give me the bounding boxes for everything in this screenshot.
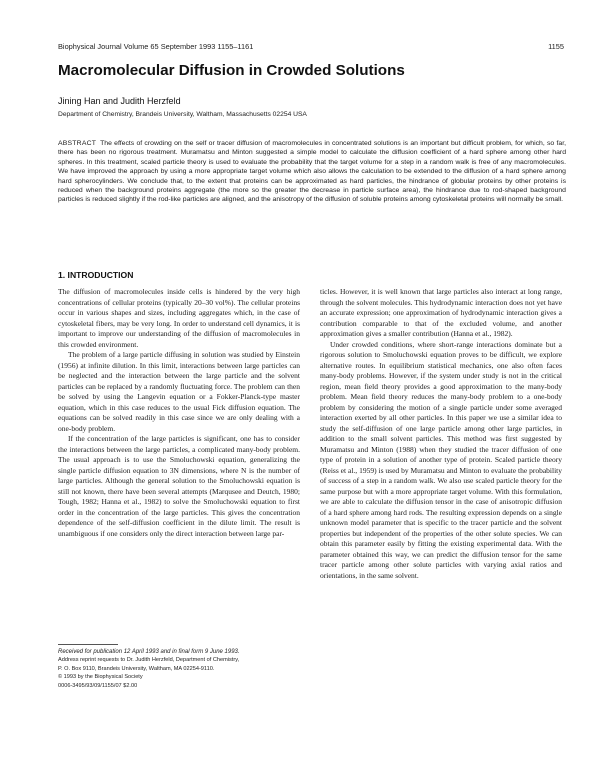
abstract-label: ABSTRACT (58, 140, 97, 147)
received-date: Received for publication 12 April 1993 and in final form 9 June 1993. (58, 649, 240, 655)
author-affiliation: Department of Chemistry, Brandeis University, Waltham, Massachusetts 02254 USA (58, 111, 307, 118)
paragraph: ticles. However, it is well known that large particles also interact at long range, through the solvent molecules. This hydrodynamic interaction does not yet have an accurate expression; one approximation of hydrodynamic interaction gives a contribution comparable to that of the excluded volume, and another approximation gives a smaller contribution (Hanna et al., 1982). (320, 287, 562, 338)
paragraph: The problem of a large particle diffusing in solution was studied by Einstein (1956) at infinite dilution. In this limit, interactions between large particles can be neglected and the interaction between the large particle and the solvent particles can be replaced by a randomly fluctuating force. The problem can then be solved by using the Langevin equation or a Fokker-Planck-type master equation, which in this case reduces to the usual Fick diffusion equation. The equations can be solved readily in this case since we are only dealing with a one-body problem. (58, 350, 300, 433)
paragraph: The diffusion of macromolecules inside cells is hindered by the very high concentrations of cellular proteins (typically 20–30 vol%). The cellular proteins occur in various shapes and sizes, including aggregates which, in the case of cytoskeletal fibers, may be very long. In order to understand cell dynamics, it is important to improve our understanding of the diffusion of macromolecules in this crowded environment. (58, 287, 300, 349)
journal-citation: Biophysical Journal Volume 65 September 1993 1155–1161 (58, 42, 254, 51)
copyright-notice: © 1993 by the Biophysical Society (58, 674, 143, 681)
paragraph: If the concentration of the large particles is significant, one has to consider the interactions between the large particles, a complicated many-body problem. The usual approach is to use the Smoluchowski equation, generalizing the single particle diffusion equation to 3N dimensions, where N is the number of large particles. Although the general solution to the Smoluchowski equation is still not known, there have been several attempts (Marqusee and Deutch, 1980; Tough, 1982; Hanna et al., 1982) to solve the Smoluchowski equation to first order in the concentration of the large particles. This gives the concentration dependence of the self-diffusion coefficient in the dilute limit. The result is unambiguous if one considers only the direct interaction between large par- (58, 434, 300, 538)
footnotes (58, 648, 300, 690)
paragraph: Under crowded conditions, where short-range interactions dominate but a rigorous solution to Smoluchowski equation proves to be difficult, we explore alternative routes. In equilibrium statistical mechanics, one also often faces many-body problems. However, if the system under study is not in the critical region, mean field theory provides a good approximation to the many-body problem. Mean field theory reduces the many-body problem to a one-body problem by considering the motion of a single particle under some averaged interaction exerted by all other particles. In this paper we use a similar idea to study the self-diffusion of one large particle among other large particles, in addition to the small solvent particles. This method was first suggested by Muramatsu and Minton (1988) when they studied the tracer diffusion of one type of protein in a solution of another type of protein. Scaled particle theory (Reiss et al., 1959) is used by Muramatsu and Minton to evaluate the probability of success of a step in a random walk. We also use scaled particle theory for the same purpose but with a more appropriate target volume. With this formulation, we are able to calculate the diffusion tensor in the case of anisotropic diffusion of a hard sphere among hard rods. The resulting expression depends on a single unknown model parameter that is specific to the tracer particle and the solvent properties but independent of the properties of the other solute species. We can obtain this parameter easily by fitting the existing experimental data. With the parameter obtained this way, we can predict the diffusion tensor for the same tracer particle among other solute particles with varying axial ratios and orientations, in the same solvent. (320, 339, 562, 580)
body-column-right (320, 287, 562, 581)
body-column-left (58, 287, 300, 539)
reprint-address-line: P. O. Box 9110, Brandeis University, Waltham, MA 02254-9110. (58, 665, 215, 672)
page-number: 1155 (548, 42, 564, 51)
reprint-address-line: Address reprint requests to Dr. Judith Herzfeld, Department of Chemistry, (58, 657, 240, 664)
article-code: 0006-3495/93/09/1155/07 $2.00 (58, 682, 138, 689)
abstract (58, 139, 566, 205)
abstract-text: The effects of crowding on the self or tracer diffusion of macromolecules in concentrated solutions is an important but difficult problem, for which, so far, there has been no rigorous treatment. Muramatsu and Minton suggested a simple model to calculate the diffusion coefficient of a hard sphere among other hard spheres. In this treatment, scaled particle theory is used to evaluate the probability that the target volume for a step in a random walk is free of any macromolecules. We have improved the approach by using a more appropriate target volume which also allows the calculation to be extended to the diffusion of a hard sphere among hard spherocylinders. We conclude that, to the extent that proteins can be approximated as hard particles, the hindrance of globular proteins by other proteins is reduced when the background proteins aggregate (the more so the greater the decrease in particle surface area), the hindrance due to rod-shaped background particles is reduced slightly if the rod-like particles are aligned, and the anisotropy of the diffusion of soluble proteins among cytoskeletal proteins will normally be small. (58, 140, 566, 204)
article-title: Macromolecular Diffusion in Crowded Solutions (58, 62, 405, 79)
author-list: Jining Han and Judith Herzfeld (58, 96, 181, 106)
section-heading-introduction: 1. INTRODUCTION (58, 270, 134, 280)
footnote-rule (58, 644, 118, 645)
